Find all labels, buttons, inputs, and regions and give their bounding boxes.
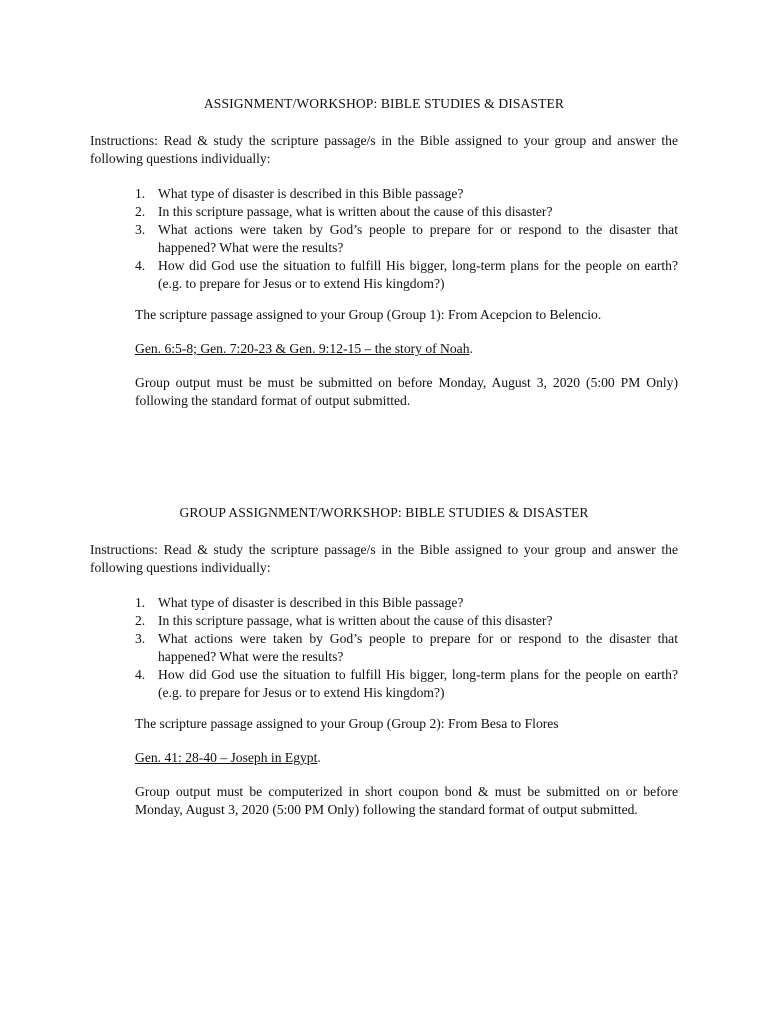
question-number: 2. xyxy=(135,204,146,219)
question-list xyxy=(90,185,678,293)
deadline-text: Group output must be computerized in short coupon bond & must be submitted on or before Monday, August 3, 2020 (5:00 PM Only) following the standard format of output submitted. xyxy=(135,784,678,817)
question-item xyxy=(135,630,678,666)
passage-reference-period: . xyxy=(317,750,321,765)
question-text: In this scripture passage, what is written about the cause of this disaster? xyxy=(158,204,553,219)
passage-reference xyxy=(135,749,678,767)
question-item xyxy=(135,203,678,221)
question-text: What type of disaster is described in this Bible passage? xyxy=(158,186,464,201)
question-text: What actions were taken by God’s people to prepare for or respond to the disaster that happened? What were the results? xyxy=(158,222,678,255)
instructions-text: Instructions: Read & study the scripture passage/s in the Bible assigned to your group and answer the following questions individually: xyxy=(90,542,678,575)
question-text: What actions were taken by God’s people to prepare for or respond to the disaster that happened? What were the results? xyxy=(158,631,678,664)
assignment-section-group-1 xyxy=(90,95,678,426)
assignment-section-group-2 xyxy=(90,504,678,835)
instructions-text: Instructions: Read & study the scripture passage/s in the Bible assigned to your group and answer the following questions individually: xyxy=(90,133,678,166)
question-item xyxy=(135,221,678,257)
question-number: 4. xyxy=(135,667,146,682)
question-item xyxy=(135,257,678,293)
question-number: 2. xyxy=(135,613,146,628)
deadline-text: Group output must be must be submitted on before Monday, August 3, 2020 (5:00 PM Only) following the standard format of output submitted. xyxy=(135,375,678,408)
question-number: 4. xyxy=(135,258,146,273)
question-text: What type of disaster is described in this Bible passage? xyxy=(158,595,464,610)
section-title: GROUP ASSIGNMENT/WORKSHOP: BIBLE STUDIES & DISASTER xyxy=(179,505,589,520)
question-item xyxy=(135,594,678,612)
question-item xyxy=(135,185,678,203)
group-assignment-text: The scripture passage assigned to your Group (Group 1): From Acepcion to Belencio. xyxy=(135,307,602,322)
section-title: ASSIGNMENT/WORKSHOP: BIBLE STUDIES & DISASTER xyxy=(203,96,565,111)
passage-reference xyxy=(135,340,678,358)
passage-reference-period: . xyxy=(469,341,473,356)
question-text: In this scripture passage, what is written about the cause of this disaster? xyxy=(158,613,553,628)
question-text: How did God use the situation to fulfill His bigger, long-term plans for the people on earth? (e.g. to prepare for Jesus or to extend His kingdom?) xyxy=(158,667,678,700)
question-number: 1. xyxy=(135,186,146,201)
passage-reference-text: Gen. 6:5-8; Gen. 7:20-23 & Gen. 9:12-15 – the story of Noah xyxy=(135,341,470,356)
question-list xyxy=(90,594,678,702)
question-number: 3. xyxy=(135,631,146,646)
question-text: How did God use the situation to fulfill His bigger, long-term plans for the people on earth? (e.g. to prepare for Jesus or to extend His kingdom?) xyxy=(158,258,678,291)
question-item xyxy=(135,666,678,702)
group-assignment-text: The scripture passage assigned to your Group (Group 2): From Besa to Flores xyxy=(135,716,559,731)
question-number: 1. xyxy=(135,595,146,610)
question-number: 3. xyxy=(135,222,146,237)
question-item xyxy=(135,612,678,630)
passage-reference-text: Gen. 41: 28-40 – Joseph in Egypt xyxy=(135,750,318,765)
